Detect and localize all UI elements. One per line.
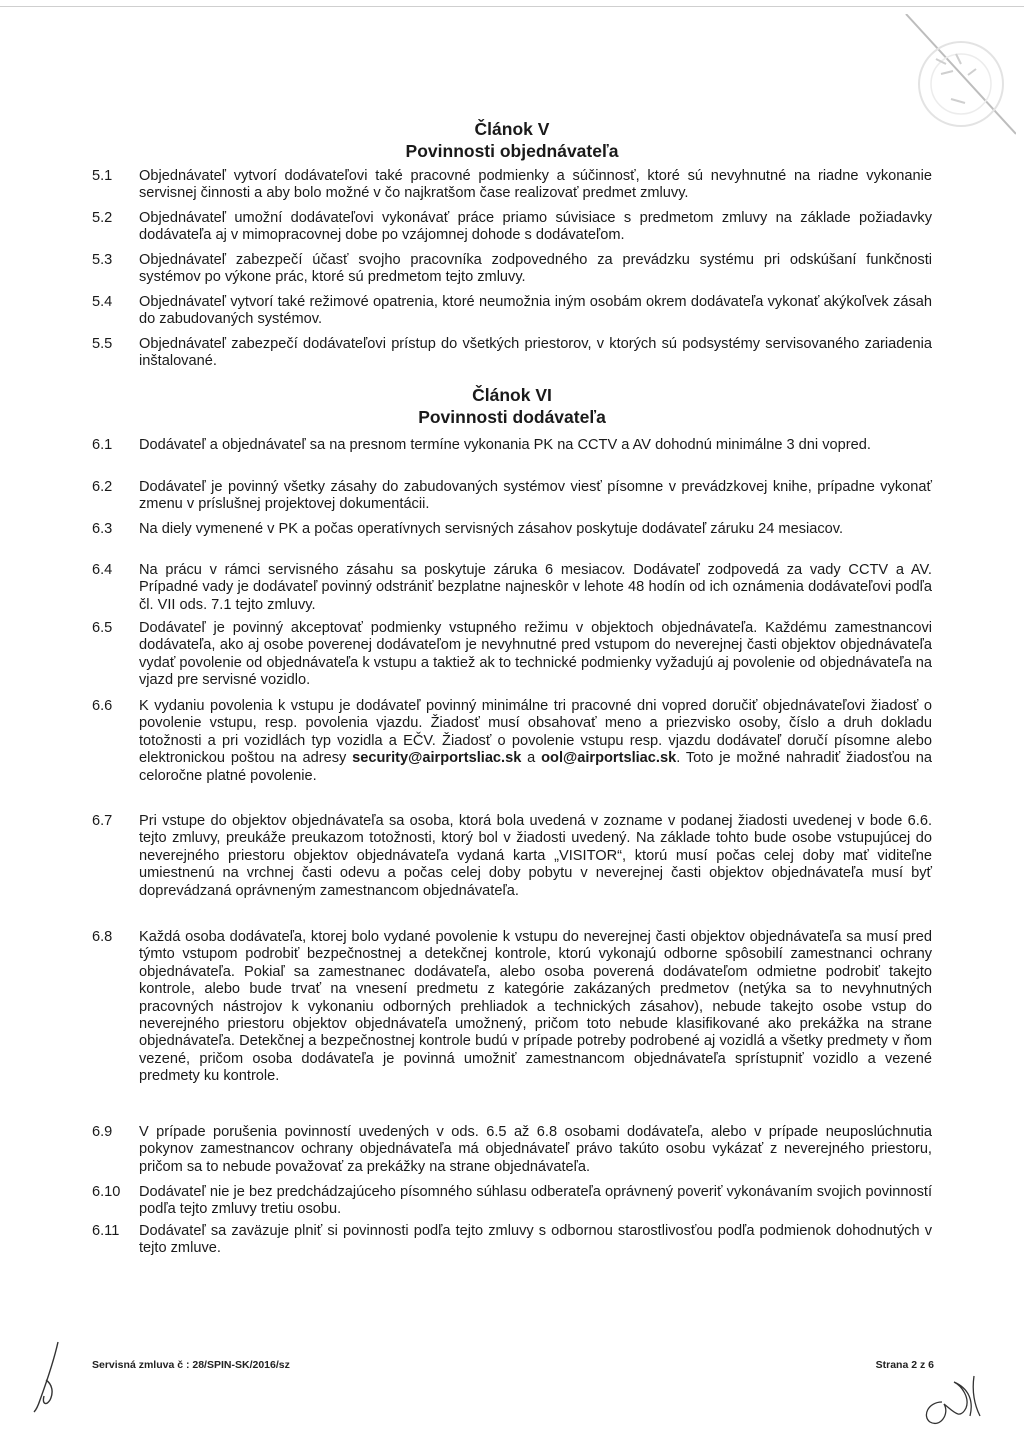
clause-number: 6.10	[92, 1184, 121, 1200]
clause-6-11	[92, 1223, 932, 1258]
clause-6-3	[92, 521, 932, 538]
article-6-number: Článok VI	[472, 385, 552, 405]
clause-number: 5.4	[92, 294, 113, 310]
clause-6-5	[92, 620, 932, 690]
clause-number: 6.8	[92, 929, 113, 945]
clause-number: 5.3	[92, 252, 113, 268]
clause-number: 5.2	[92, 210, 113, 226]
article-5-title: Povinnosti objednávateľa	[405, 141, 619, 161]
clause-text: Objednávateľ umožní dodávateľovi vykonávať práce priamo súvisiace s predmetom zmluvy na základe požiadavky dodávateľa aj v mimopracovnej dobe po vzájomnej dohode s dodávateľom.	[139, 210, 932, 244]
clause-6-8	[92, 929, 932, 1086]
clause-6-4	[92, 562, 932, 614]
scan-edge-line	[0, 6, 1024, 7]
email-security-link[interactable]: security@airportsliac.sk	[352, 750, 522, 767]
clause-6-1	[92, 437, 932, 454]
signature-left-icon	[28, 1340, 78, 1415]
article-5-number: Článok V	[474, 119, 550, 139]
clause-6-7	[92, 813, 932, 900]
clause-5-1	[92, 168, 932, 203]
clause-text: V prípade porušenia povinností uvedených v ods. 6.5 až 6.8 osobami dodávateľa, alebo v prípade neuposlúchnutia pokynov zamestnancov ochrany objednávateľa má objednávateľ právo takúto osobu vykázať z neverejného priestoru, pričom sa to nebude považovať za prekážky na strane objednávateľa.	[139, 1124, 932, 1175]
clause-text-part: a	[521, 750, 542, 767]
clause-text: Dodávateľ a objednávateľ sa na presnom termíne vykonania PK na CCTV a AV dohodnú minimálne 3 dni vopred.	[139, 437, 871, 453]
clause-6-9	[92, 1124, 932, 1176]
clause-text: Objednávateľ zabezpečí dodávateľovi prístup do všetkých priestorov, v ktorých sú podsystémy servisovaného zariadenia inštalované.	[139, 336, 932, 370]
clause-number: 5.5	[92, 336, 113, 352]
clause-6-6	[92, 698, 932, 785]
clause-number: 6.6	[92, 698, 113, 714]
article-6-title: Povinnosti dodávateľa	[418, 407, 606, 427]
clause-number: 6.1	[92, 437, 113, 453]
clause-text: Objednávateľ zabezpečí účasť svojho pracovníka zodpovedného za prevádzku systému pri odskúšaní funkčnosti systémov po výkone prác, ktoré sú predmetom tejto zmluvy.	[139, 252, 932, 286]
clause-5-2	[92, 210, 932, 245]
clause-number: 6.11	[92, 1223, 120, 1239]
clause-text: Pri vstupe do objektov objednávateľa sa osoba, ktorá bola uvedená v zozname v podanej žiadosti uvedenej v bode 6.6. tejto zmluvy, preukáže preukazom totožnosti, ktorý bol v žiadosti uvedený. Na základe tohto bude osobe vstupujúcej do neverejného priestoru objektov objednávateľa vydaná karta „VISITOR“, ktorú musí počas celej doby mať viditeľne umiestnenú na vrchnej časti odevu a počas celej doby pobytu v neverejnej časti objektov objednávateľa musí byť doprevádzaná oprávneným zamestnancom objednávateľa.	[139, 813, 932, 899]
email-ool-link[interactable]: ool@airportsliac.sk	[541, 750, 677, 767]
clause-number: 6.5	[92, 620, 113, 636]
clause-text: Objednávateľ vytvorí dodávateľovi také pracovné podmienky a súčinnosť, ktoré sú nevyhnutné na riadne vykonanie servisnej činnosti a aby bolo možné v čo najkratšom čase realizovať predmet zmluvy.	[139, 168, 932, 202]
clause-number: 6.2	[92, 479, 113, 495]
clause-text-part: . Toto je možné nahradiť žiadosťou na celoročne platné povolenie.	[139, 750, 932, 784]
clause-6-2	[92, 479, 932, 514]
clause-text	[139, 698, 932, 785]
footer-contract-number: Servisná zmluva č : 28/SPIN-SK/2016/sz	[92, 1359, 290, 1371]
clause-text: Objednávateľ vytvorí také režimové opatrenia, ktoré neumožnia iným osobám okrem dodávateľa vykonať akýkoľvek zásah do zabudovaných systémov.	[139, 294, 932, 328]
footer-page-number: Strana 2 z 6	[875, 1359, 934, 1371]
clause-number: 6.4	[92, 562, 113, 578]
clause-text: Každá osoba dodávateľa, ktorej bolo vydané povolenie k vstupu do neverejnej časti objektov objednávateľa sa musí pred týmto vstupom podrobiť bezpečnostnej a detekčnej kontrole, ktorú vykonajú odborne spôsobilí zamestnanci ochrany objednávateľa. Pokiaľ sa zamestnanec dodávateľa, alebo osoba poverená dodávateľom odmietne podrobiť takejto kontrole, alebo bude trvať na vnesení predmetu z kategórie zakázaných predmetov (netýka sa to nevyhnutných pracovných nástrojov k vykonaniu odborných prehliadok a technických zásahov), nebude takejto osobe vstup do neverejného priestoru objektov objednávateľa umožnený, pričom toto nebude klasifikované ako prekážka na strane objednávateľa. Detekčnej a bezpečnostnej kontrole budú v prípade potreby podrobené aj vozidlá a všetky predmety v ňom vezené, pričom osoba dodávateľa je povinná umožniť zamestnancom objednávateľa sprístupniť vozidlo a vezené predmety ku kontrole.	[139, 929, 932, 1085]
clause-number: 5.1	[92, 168, 113, 184]
clause-text: Dodávateľ je povinný všetky zásahy do zabudovaných systémov viesť písomne v prevádzkovej knihe, prípadne vykonať zmenu v príslušnej projektovej dokumentácii.	[139, 479, 932, 513]
clause-text: Na diely vymenené v PK a počas operatívnych servisných zásahov poskytuje dodávateľ záruku 24 mesiacov.	[139, 521, 844, 537]
clause-6-10	[92, 1184, 932, 1219]
clause-number: 6.7	[92, 813, 113, 829]
clause-text: Na prácu v rámci servisného zásahu sa poskytuje záruka 6 mesiacov. Dodávateľ zodpovedá za vady CCTV a AV. Prípadné vady je dodávateľ povinný odstrániť bezplatne najneskôr v lehote 48 hodín od ich oznámenia dodávateľovi podľa čl. VII ods. 7.1 tejto zmluvy.	[139, 562, 932, 613]
clause-5-5	[92, 336, 932, 371]
signature-right-icon	[914, 1372, 994, 1434]
clause-text: Dodávateľ nie je bez predchádzajúceho písomného súhlasu odberateľa oprávnený poveriť vykonávaním svojich povinností podľa tejto zmluvy tretiu osobu.	[139, 1184, 932, 1218]
clause-number: 6.9	[92, 1124, 113, 1140]
clause-5-4	[92, 294, 932, 329]
clause-5-3	[92, 252, 932, 287]
clause-text: Dodávateľ sa zaväzuje plniť si povinnosti podľa tejto zmluvy s odbornou starostlivosťou podľa podmienok dohodnutých v tejto zmluve.	[139, 1223, 932, 1257]
clause-number: 6.3	[92, 521, 113, 537]
clause-text: Dodávateľ je povinný akceptovať podmienky vstupného režimu v objektoch objednávateľa. Každému zamestnancovi dodávateľa, ako aj osobe poverenej dodávateľom je nevyhnutné pred vstupom do neverejnej časti objektov objednávateľa vydať povolenie od objednávateľa k vstupu a taktiež ak to technické podmienky vyžadujú aj povolenie od objednávateľa na vjazd pre servisné vozidlo.	[139, 620, 932, 689]
clause-text-part: K vydaniu povolenia k vstupu je dodávateľ povinný minimálne tri pracovné dni vopred doručiť objednávateľovi žiadosť o povolenie vstupu, resp. povolenia vjazdu. Žiadosť musí obsahovať meno a priezvisko osoby, číslo a druh dokladu totožnosti a pri vozidlách typ vozidla a EČV. Žiadosť o povolenie vstupu resp. vjazdu dodávateľ doručí písomne alebo elektronickou poštou na adresy	[139, 698, 932, 767]
